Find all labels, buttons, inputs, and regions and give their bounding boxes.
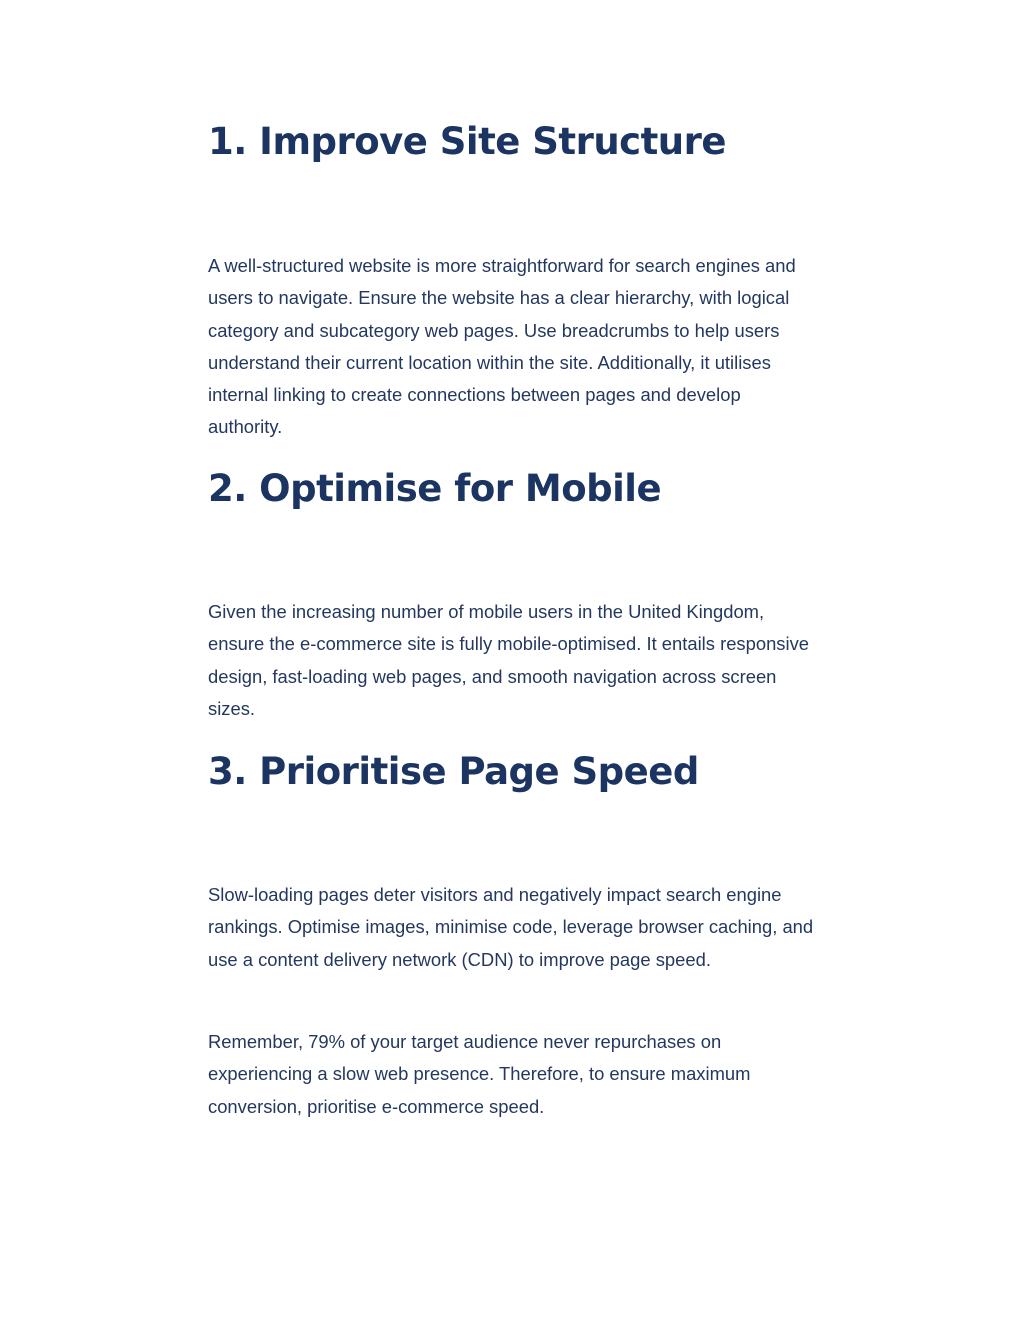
section-paragraph-mobile: Given the increasing number of mobile users in the United Kingdom, ensure the e-commerce site is fully mobile-optimised. It entails responsive design, fast-loading web pages, and smooth navigation across screen sizes.: [208, 601, 810, 719]
section-paragraph-conversion-note: Remember, 79% of your target audience never repurchases on experiencing a slow web presence. Therefore, to ensure maximum conversion, prioritise e-commerce speed.: [208, 1031, 751, 1117]
section-paragraph-page-speed: Slow-loading pages deter visitors and negatively impact search engine rankings. Optimise images, minimise code, leverage browser caching, and use a content delivery network (CDN) to improve page speed.: [208, 884, 814, 970]
section-heading-page-speed: 3. Prioritise Page Speed: [208, 750, 699, 793]
section-paragraph-site-structure: A well-structured website is more straightforward for search engines and users to navigate. Ensure the website has a clear hierarchy, with logical category and subcategory web pages. Use breadcrumbs to help users understand their current location within the site. Additionally, it utilises internal linking to create connections between pages and develop authority.: [208, 255, 796, 438]
section-heading-mobile: 2. Optimise for Mobile: [208, 467, 662, 510]
section-heading-site-structure: 1. Improve Site Structure: [208, 120, 726, 163]
